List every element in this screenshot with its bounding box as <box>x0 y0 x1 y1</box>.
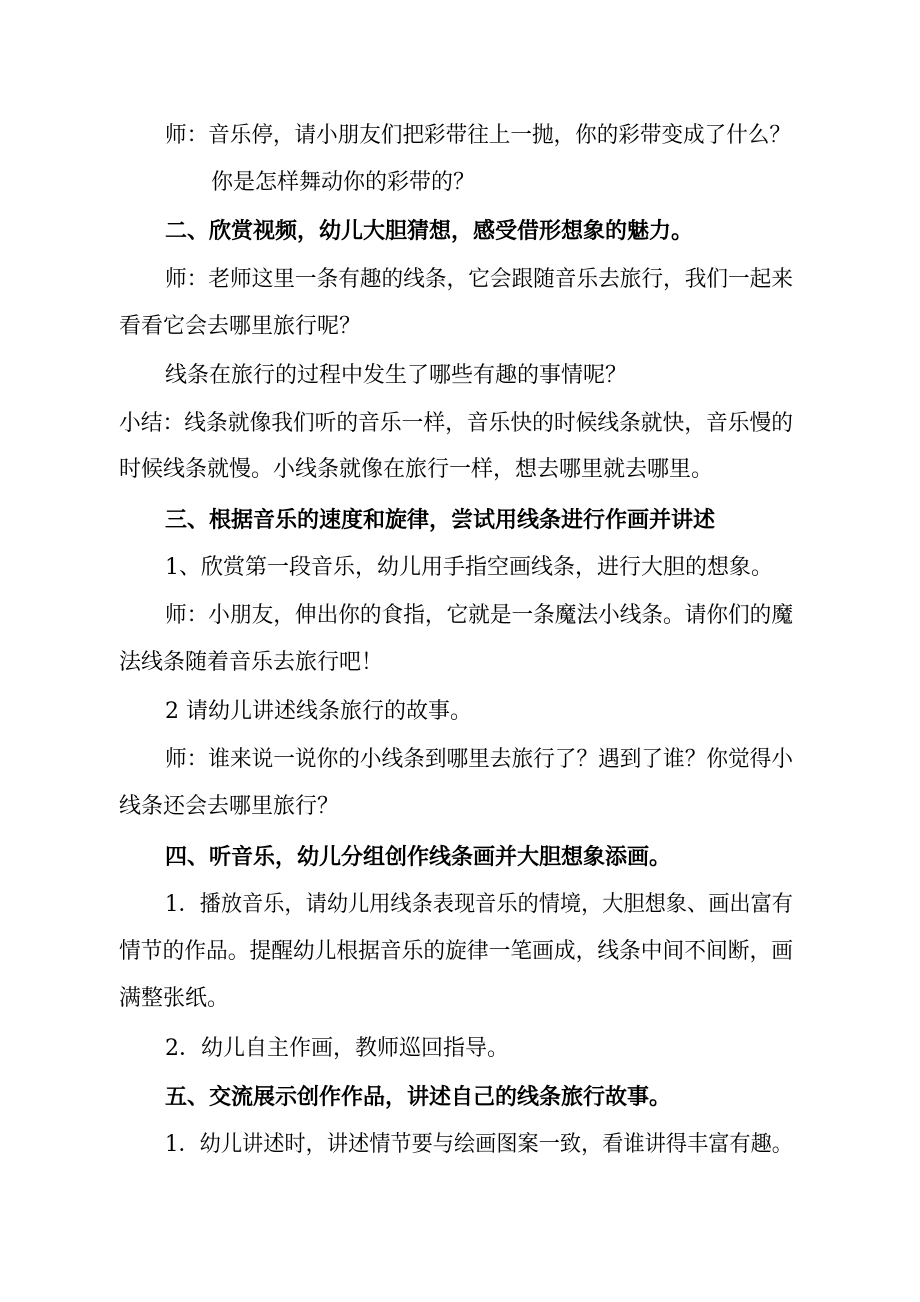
text-line: 法线条随着音乐去旅行吧！ <box>119 650 384 675</box>
text-line: 1、欣赏第一段音乐，幼儿用手指空画线条，进行大胆的想象。 <box>165 555 773 580</box>
text-line: 看看它会去哪里旅行呢？ <box>119 314 362 339</box>
text-line: 师：小朋友，伸出你的食指，它就是一条魔法小线条。请你们的魔 <box>165 603 793 628</box>
text-line: 线条在旅行的过程中发生了哪些有趣的事情呢？ <box>165 363 628 388</box>
text-line: 师：谁来说一说你的小线条到哪里去旅行了？遇到了谁？你觉得小 <box>165 747 793 772</box>
text-line: 小结：线条就像我们听的音乐一样，音乐快的时候线条就快，音乐慢的 <box>119 411 793 436</box>
text-line: 线条还会去哪里旅行？ <box>119 794 340 819</box>
text-line: 情节的作品。提醒幼儿根据音乐的旋律一笔画成，线条中间不间断，画 <box>119 939 793 964</box>
text-line: 2．幼儿自主作画，教师巡回指导。 <box>165 1036 509 1061</box>
section-heading: 四、听音乐，幼儿分组创作线条画并大胆想象添画。 <box>165 844 672 870</box>
text-line: 师：老师这里一条有趣的线条，它会跟随音乐去旅行，我们一起来 <box>165 267 793 292</box>
text-line: 1．幼儿讲述时，讲述情节要与绘画图案一致，看谁讲得丰富有趣。 <box>165 1132 793 1157</box>
text-line: 1．播放音乐，请幼儿用线条表现音乐的情境，大胆想象、画出富有 <box>165 892 793 917</box>
section-heading: 五、交流展示创作作品，讲述自己的线条旅行故事。 <box>165 1084 672 1110</box>
section-heading: 二、欣赏视频，幼儿大胆猜想，感受借形想象的魅力。 <box>165 218 694 244</box>
section-heading: 三、根据音乐的速度和旋律，尝试用线条进行作画并讲述 <box>165 507 716 533</box>
text-line: 时候线条就慢。小线条就像在旅行一样，想去哪里就去哪里。 <box>119 457 714 482</box>
text-line: 满整张纸。 <box>119 986 230 1011</box>
text-line: 你是怎样舞动你的彩带的？ <box>211 170 476 195</box>
text-line: 2 请幼儿讲述线条旅行的故事。 <box>165 699 472 724</box>
text-line: 师：音乐停，请小朋友们把彩带往上一抛，你的彩带变成了什么？ <box>165 123 791 148</box>
